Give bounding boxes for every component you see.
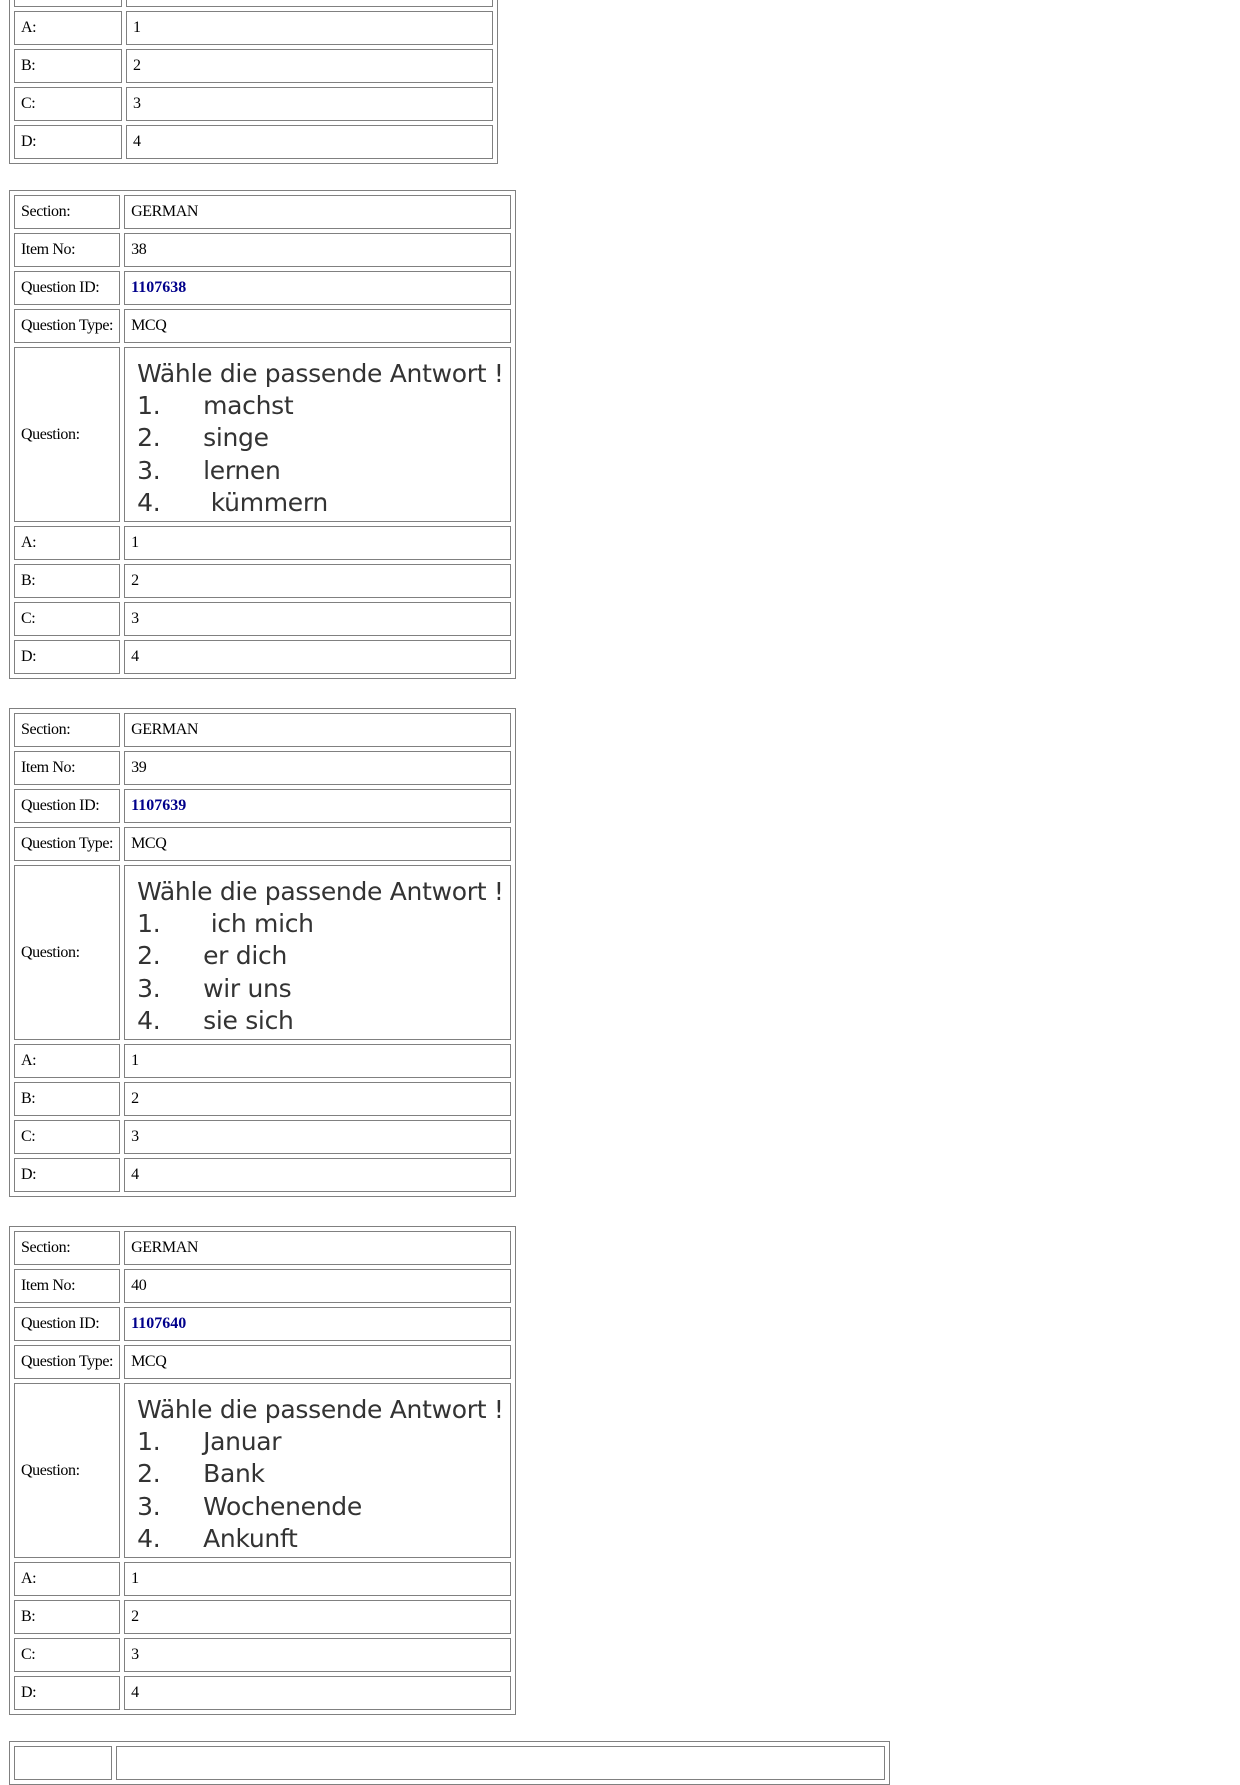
question-label: Question: (14, 1383, 120, 1558)
option-item (137, 1458, 504, 1491)
question-content (124, 347, 511, 522)
answer-row-c (14, 1638, 511, 1672)
answer-label: A: (14, 526, 120, 560)
answer-row-b (14, 49, 493, 83)
option-text: kümmern (203, 488, 328, 517)
answer-row-c (14, 1120, 511, 1154)
question-label: Question: (14, 865, 120, 1040)
answer-value: 1 (124, 1044, 511, 1078)
question-image (125, 1386, 510, 1556)
question-content (124, 865, 511, 1040)
question-row (14, 1383, 511, 1558)
row-value (116, 1746, 885, 1780)
answer-value: 3 (126, 87, 493, 121)
option-text: er dich (203, 941, 288, 970)
answer-row-b (14, 1600, 511, 1634)
question-table-next (9, 1741, 890, 1785)
question-image (125, 350, 510, 520)
option-number: 4. (137, 488, 161, 517)
option-text: sie sich (203, 1006, 294, 1035)
answer-value: 1 (124, 1562, 511, 1596)
question-table-38 (9, 190, 516, 679)
option-item (137, 422, 504, 455)
question-table-partial (9, 0, 498, 164)
answer-value: 3 (124, 602, 511, 636)
answer-row-d (14, 1676, 511, 1710)
answer-label: D: (14, 640, 120, 674)
table-row (14, 1746, 885, 1780)
question-label: Question: (14, 347, 120, 522)
option-text: Bank (203, 1459, 265, 1488)
question-id-value: 1107639 (124, 789, 511, 823)
answer-value: 2 (124, 564, 511, 598)
item-no-row (14, 751, 511, 785)
option-item (137, 1491, 504, 1524)
option-text: lernen (203, 455, 281, 485)
question-type-row (14, 827, 511, 861)
section-value: GERMAN (124, 195, 511, 229)
answer-label: D: (14, 125, 122, 159)
answer-value: 2 (126, 49, 493, 83)
option-text: singe (203, 423, 269, 452)
question-id-value: 1107640 (124, 1307, 511, 1341)
answer-value: 3 (124, 1120, 511, 1154)
question-id-row (14, 789, 511, 823)
row-value (126, 0, 493, 7)
section-row (14, 1231, 511, 1265)
item-no-value: 39 (124, 751, 511, 785)
answer-label: D: (14, 1158, 120, 1192)
option-item (137, 908, 504, 941)
question-type-row (14, 1345, 511, 1379)
answer-row-c (14, 602, 511, 636)
option-item (137, 390, 504, 423)
answer-row-a (14, 1044, 511, 1078)
answer-label: B: (14, 49, 122, 83)
answer-label: A: (14, 1044, 120, 1078)
answer-value: 1 (124, 526, 511, 560)
question-id-value: 1107638 (124, 271, 511, 305)
option-number: 4. (137, 1006, 161, 1035)
option-item (137, 1523, 504, 1556)
option-text: wir uns (203, 973, 292, 1003)
section-label: Section: (14, 713, 120, 747)
option-text: machst (203, 390, 294, 420)
question-type-value: MCQ (124, 309, 511, 343)
answer-value: 4 (126, 125, 493, 159)
answer-value: 1 (126, 11, 493, 45)
question-type-value: MCQ (124, 1345, 511, 1379)
question-type-label: Question Type: (14, 309, 120, 343)
section-value: GERMAN (124, 713, 511, 747)
answer-row-a (14, 11, 493, 45)
answer-label: B: (14, 1600, 120, 1634)
answer-label: C: (14, 1120, 120, 1154)
answer-row-b (14, 1082, 511, 1116)
answer-value: 2 (124, 1600, 511, 1634)
answer-row-d (14, 640, 511, 674)
question-id-row (14, 1307, 511, 1341)
item-no-row (14, 233, 511, 267)
option-number: 3. (137, 1491, 161, 1521)
answer-value: 4 (124, 640, 511, 674)
question-prompt: Wähle die passende Antwort ! (137, 358, 504, 388)
section-row (14, 713, 511, 747)
answer-label: B: (14, 564, 120, 598)
answer-row-d (14, 125, 493, 159)
row-label (14, 0, 122, 7)
option-text: Wochenende (203, 1491, 362, 1521)
item-no-label: Item No: (14, 1269, 120, 1303)
answer-row-c (14, 87, 493, 121)
answer-label: C: (14, 87, 122, 121)
option-item (137, 940, 504, 973)
question-type-label: Question Type: (14, 827, 120, 861)
answer-label: A: (14, 1562, 120, 1596)
answer-row-a (14, 1562, 511, 1596)
answer-value: 4 (124, 1676, 511, 1710)
question-id-row (14, 271, 511, 305)
question-row (14, 865, 511, 1040)
question-id-label: Question ID: (14, 789, 120, 823)
section-label: Section: (14, 1231, 120, 1265)
item-no-label: Item No: (14, 751, 120, 785)
answer-label: D: (14, 1676, 120, 1710)
question-content (124, 1383, 511, 1558)
option-item (137, 487, 504, 520)
item-no-row (14, 1269, 511, 1303)
option-number: 2. (137, 423, 161, 452)
question-table-39 (9, 708, 516, 1197)
answer-row-d (14, 1158, 511, 1192)
answer-row-a (14, 526, 511, 560)
option-number: 2. (137, 1459, 161, 1488)
option-text: Januar (203, 1426, 282, 1456)
option-number: 2. (137, 941, 161, 970)
item-no-value: 38 (124, 233, 511, 267)
question-type-label: Question Type: (14, 1345, 120, 1379)
answer-label: B: (14, 1082, 120, 1116)
option-text: Ankunft (203, 1524, 298, 1553)
question-table-40 (9, 1226, 516, 1715)
question-prompt: Wähle die passende Antwort ! (137, 876, 504, 906)
question-id-label: Question ID: (14, 1307, 120, 1341)
option-number: 3. (137, 455, 161, 485)
option-number: 1. (137, 908, 161, 938)
option-item (137, 1426, 504, 1459)
question-type-value: MCQ (124, 827, 511, 861)
question-image (125, 868, 510, 1038)
option-item (137, 455, 504, 488)
answer-row-b (14, 564, 511, 598)
row-label (14, 1746, 112, 1780)
option-item (137, 973, 504, 1006)
table-row (14, 0, 493, 7)
item-no-value: 40 (124, 1269, 511, 1303)
question-type-row (14, 309, 511, 343)
answer-value: 4 (124, 1158, 511, 1192)
option-number: 4. (137, 1524, 161, 1553)
answer-label: C: (14, 1638, 120, 1672)
option-text: ich mich (203, 908, 314, 938)
option-item (137, 1005, 504, 1038)
section-value: GERMAN (124, 1231, 511, 1265)
option-number: 1. (137, 1426, 161, 1456)
answer-value: 3 (124, 1638, 511, 1672)
question-prompt: Wähle die passende Antwort ! (137, 1394, 504, 1424)
option-number: 1. (137, 390, 161, 420)
item-no-label: Item No: (14, 233, 120, 267)
answer-value: 2 (124, 1082, 511, 1116)
answer-label: A: (14, 11, 122, 45)
question-id-label: Question ID: (14, 271, 120, 305)
answer-label: C: (14, 602, 120, 636)
option-number: 3. (137, 973, 161, 1003)
section-label: Section: (14, 195, 120, 229)
section-row (14, 195, 511, 229)
question-row (14, 347, 511, 522)
